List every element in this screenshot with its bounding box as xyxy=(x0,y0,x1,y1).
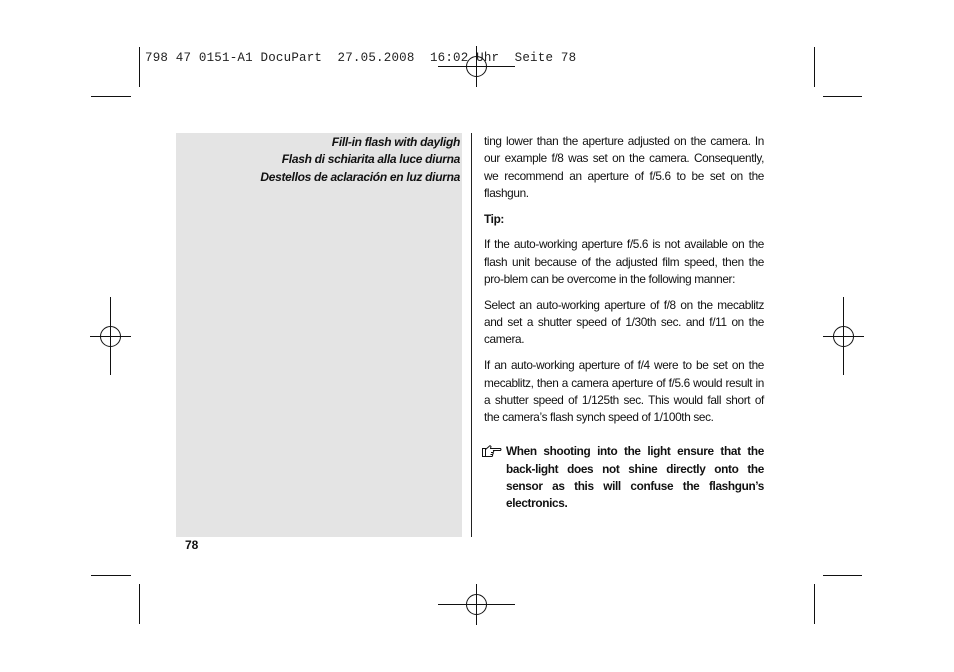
body-paragraph: If the auto-working aperture f/5.6 is not available on the flash unit because of the adjusted film speed, then the pro-blem can be overcome in the following manner: xyxy=(484,237,764,287)
page-number: 78 xyxy=(185,538,199,552)
body-paragraph: If an auto-working aperture of f/4 were to be set on the mecablitz, then a camera aperture of f/5.6 would result in a shutter speed of 1/125th sec. This would fall short of the camera’s flash synch speed of 1/100th sec. xyxy=(484,358,764,425)
column-divider xyxy=(471,133,472,537)
section-headings xyxy=(260,134,460,186)
section-heading-italian: Flash di schiarita alla luce diurna xyxy=(281,152,460,167)
heading-sidebar-panel xyxy=(176,133,462,537)
section-heading-spanish: Destellos de aclaración en luz diurna xyxy=(260,169,460,184)
pointing-hand-icon xyxy=(482,444,502,458)
body-text-column xyxy=(484,133,764,513)
note-text: When shooting into the light ensure that the back-light does not shine directly onto the sensor as this will confuse the flashgun’s electronics. xyxy=(506,444,764,511)
registration-mark-left xyxy=(90,297,131,375)
registration-mark-bottom xyxy=(438,584,515,625)
print-slug-header: 798 47 0151-A1 DocuPart 27.05.2008 16:02 Uhr Seite 78 xyxy=(145,51,577,65)
important-note xyxy=(484,443,764,512)
intro-paragraph: ting lower than the aperture adjusted on the camera. In our example f/8 was set on the camera. Consequently, we recommend an aperture of f/5.6 to be set on the flashgun. xyxy=(484,134,764,200)
section-heading-english: Fill-in flash with dayligh xyxy=(331,135,460,149)
body-paragraph: Select an auto-working aperture of f/8 on the mecablitz and set a shutter speed of 1/30th sec. and f/11 on the camera. xyxy=(484,297,764,347)
tip-label: Tip: xyxy=(484,211,505,226)
registration-mark-right xyxy=(823,297,864,375)
